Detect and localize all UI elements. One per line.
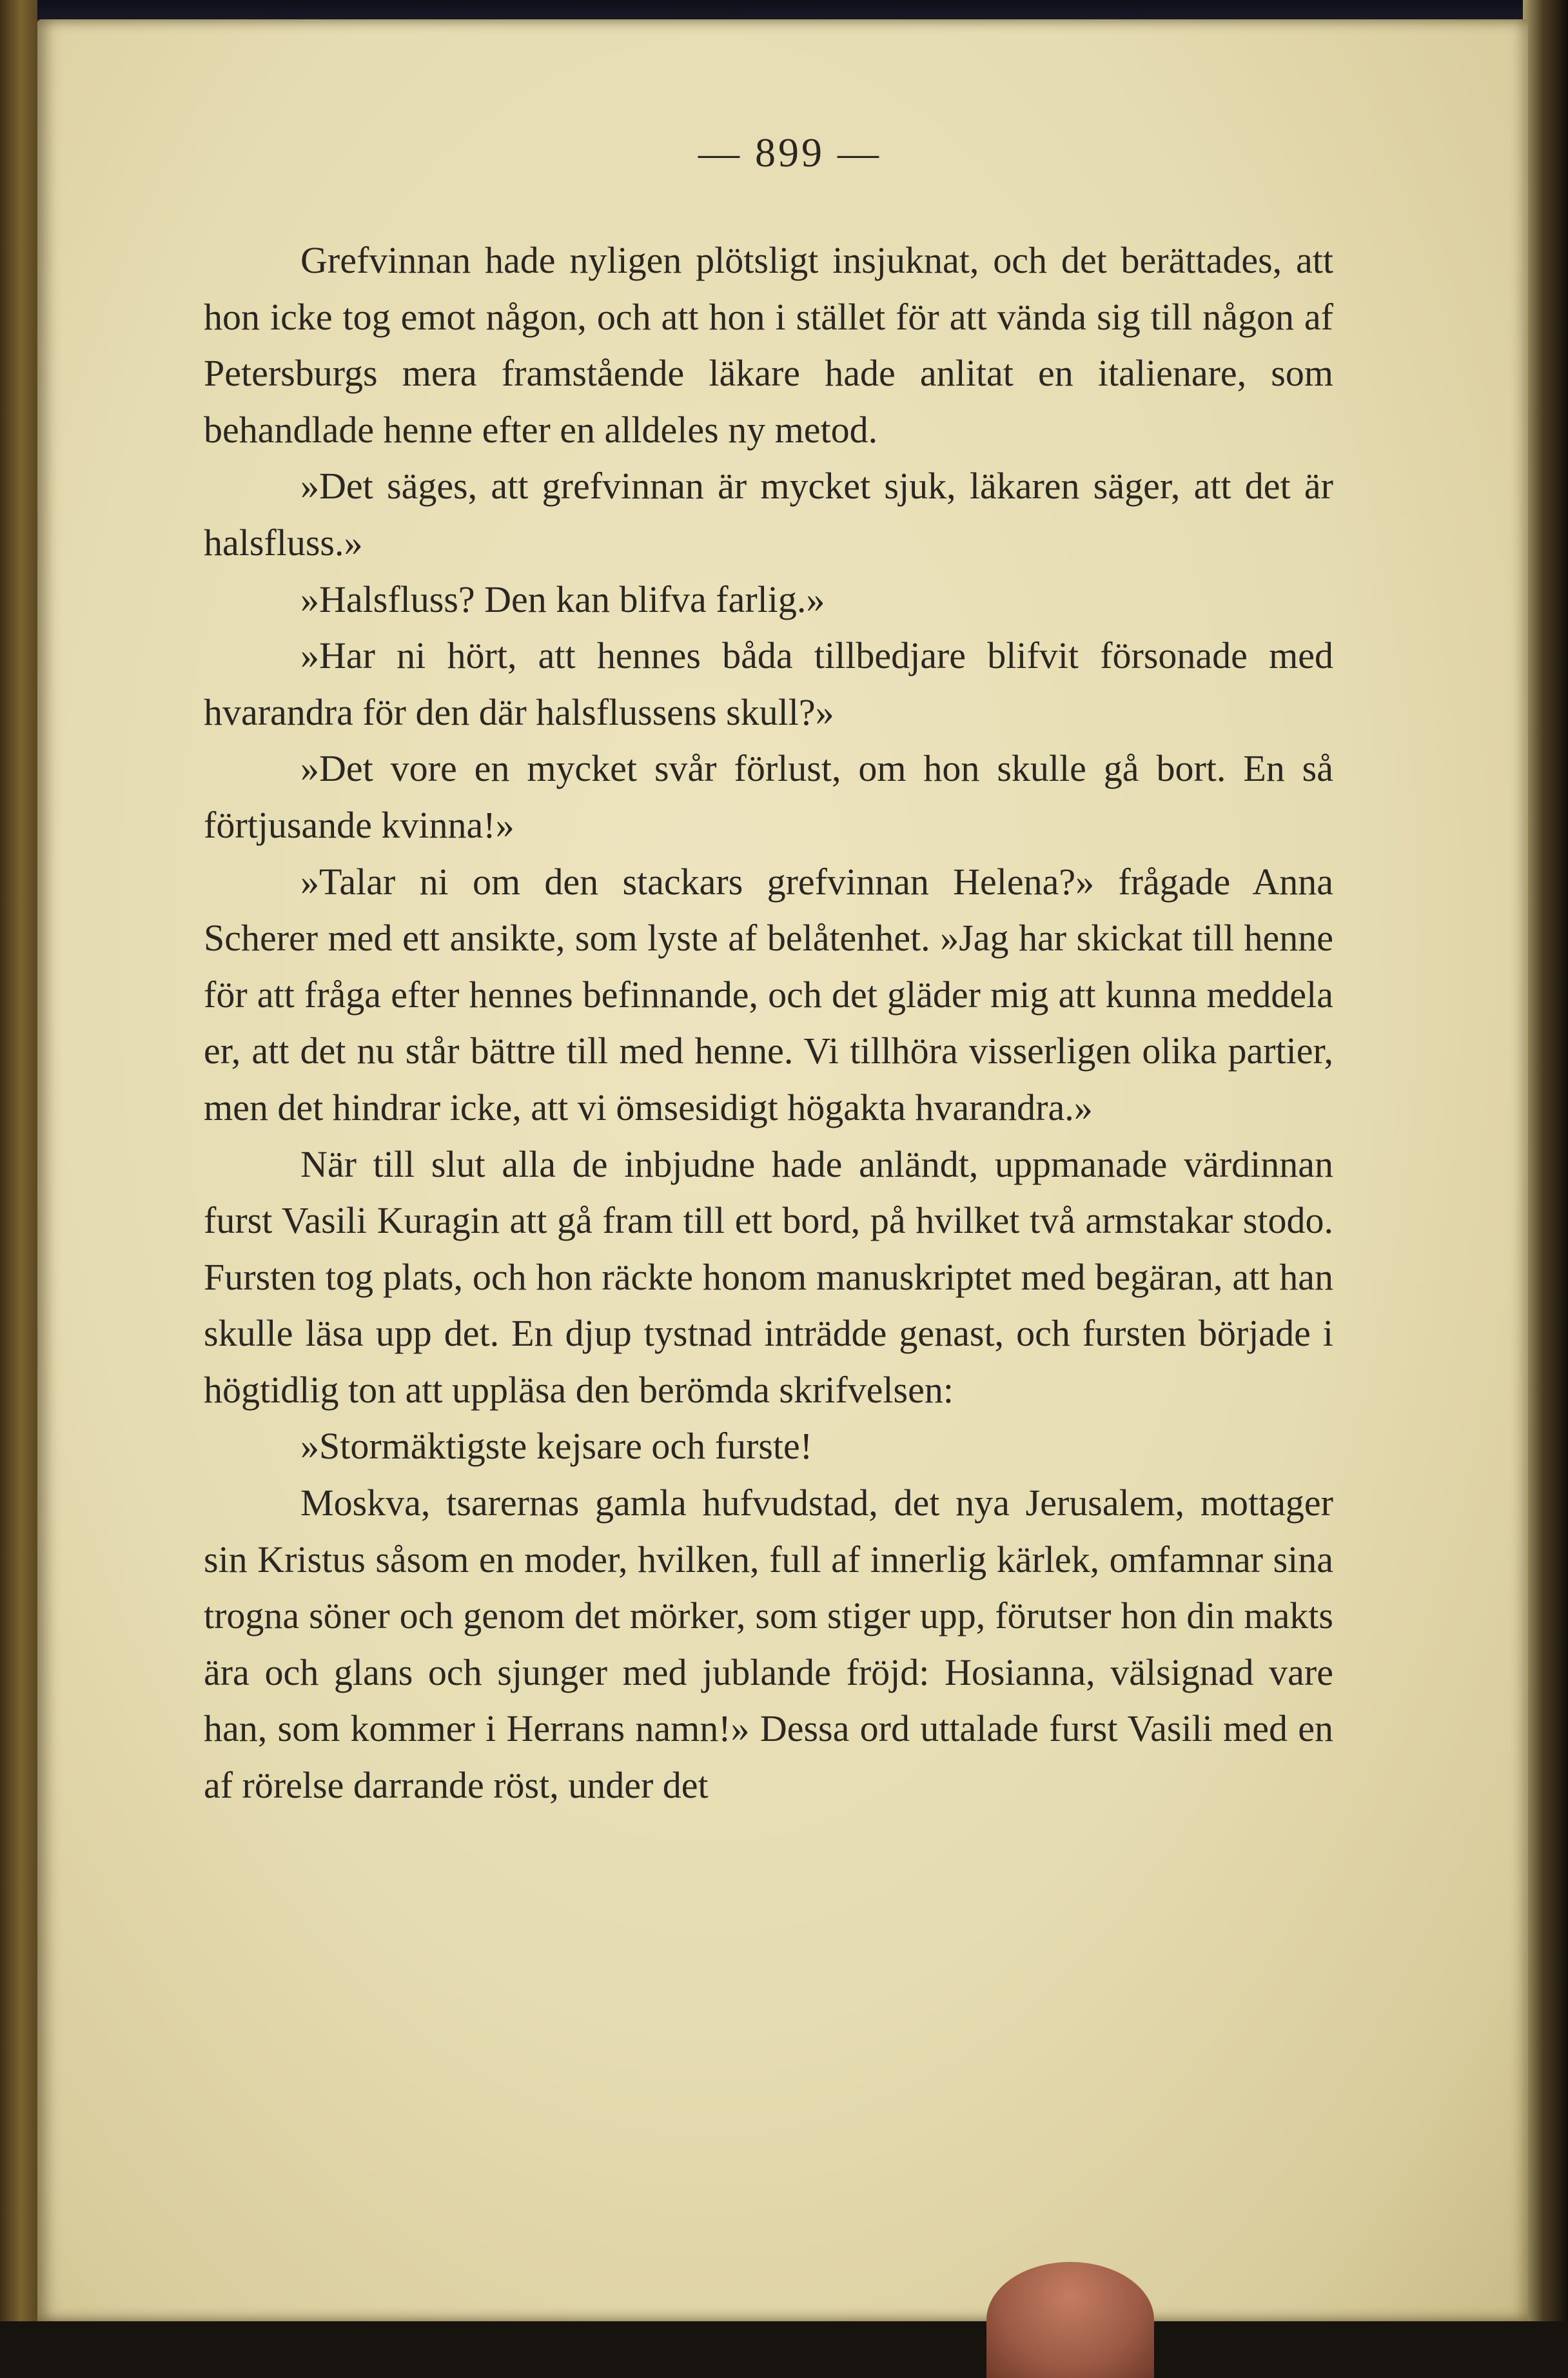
- paragraph: Grefvinnan hade nyligen plötsligt insjuknat, och det berättades, att hon icke tog emot någon, och att hon i stället för att vända sig till någon af Petersburgs mera framstående läkare hade anlitat en italienare, som behandlade henne efter en alldeles ny metod.: [204, 239, 1333, 451]
- book-edge: [1523, 0, 1568, 2321]
- paragraph: »Det vore en mycket svår förlust, om hon skulle gå bort. En så förtjusande kvinna!»: [204, 747, 1333, 846]
- paragraph: »Har ni hört, att hennes båda tillbedjare blifvit försonade med hvarandra för den där halsflussens skull?»: [204, 634, 1333, 733]
- page-number: — 899 —: [698, 130, 881, 175]
- thumb: [986, 2262, 1154, 2378]
- paragraph: Moskva, tsarernas gamla hufvudstad, det nya Jerusalem, mottager sin Kristus såsom en moder, hvilken, full af innerlig kärlek, omfamnar sina trogna söner och genom det mörker, som stiger upp, förutser hon din makts ära och glans och sjunger med jublande fröjd: Hosianna, välsignad vare han, som kommer i Herrans namn!» Dessa ord uttalade furst Vasili med en af rörelse darrande röst, under det: [204, 1482, 1333, 1807]
- paragraph: »Stormäktigste kejsare och furste!: [300, 1425, 813, 1468]
- paragraph: »Halsfluss? Den kan blifva farlig.»: [300, 578, 825, 620]
- paragraph: »Det säges, att grefvinnan är mycket sjuk, läkaren säger, att det är halsfluss.»: [204, 465, 1333, 564]
- paragraph: »Talar ni om den stackars grefvinnan Helena?» frågade Anna Scherer med ett ansikte, som lyste af belåtenhet. »Jag har skickat till henne för att fråga efter hennes befinnande, och det gläder mig att kunna meddela er, att det nu står bättre till med henne. Vi tillhöra visserligen olika partier, men det hindrar icke, att vi ömsesidigt högakta hvarandra.»: [204, 860, 1333, 1128]
- paragraph: När till slut alla de inbjudne hade anländt, uppmanade värdinnan furst Vasili Kuragin att gå fram till ett bord, på hvilket två armstakar stodo. Fursten tog plats, och hon räckte honom manuskriptet med begäran, att han skulle läsa upp det. En djup tystnad inträdde genast, och fursten började i högtidlig ton att uppläsa den berömda skrifvelsen:: [204, 1143, 1333, 1411]
- page-text: [204, 232, 1333, 1814]
- book-spine: [0, 0, 37, 2321]
